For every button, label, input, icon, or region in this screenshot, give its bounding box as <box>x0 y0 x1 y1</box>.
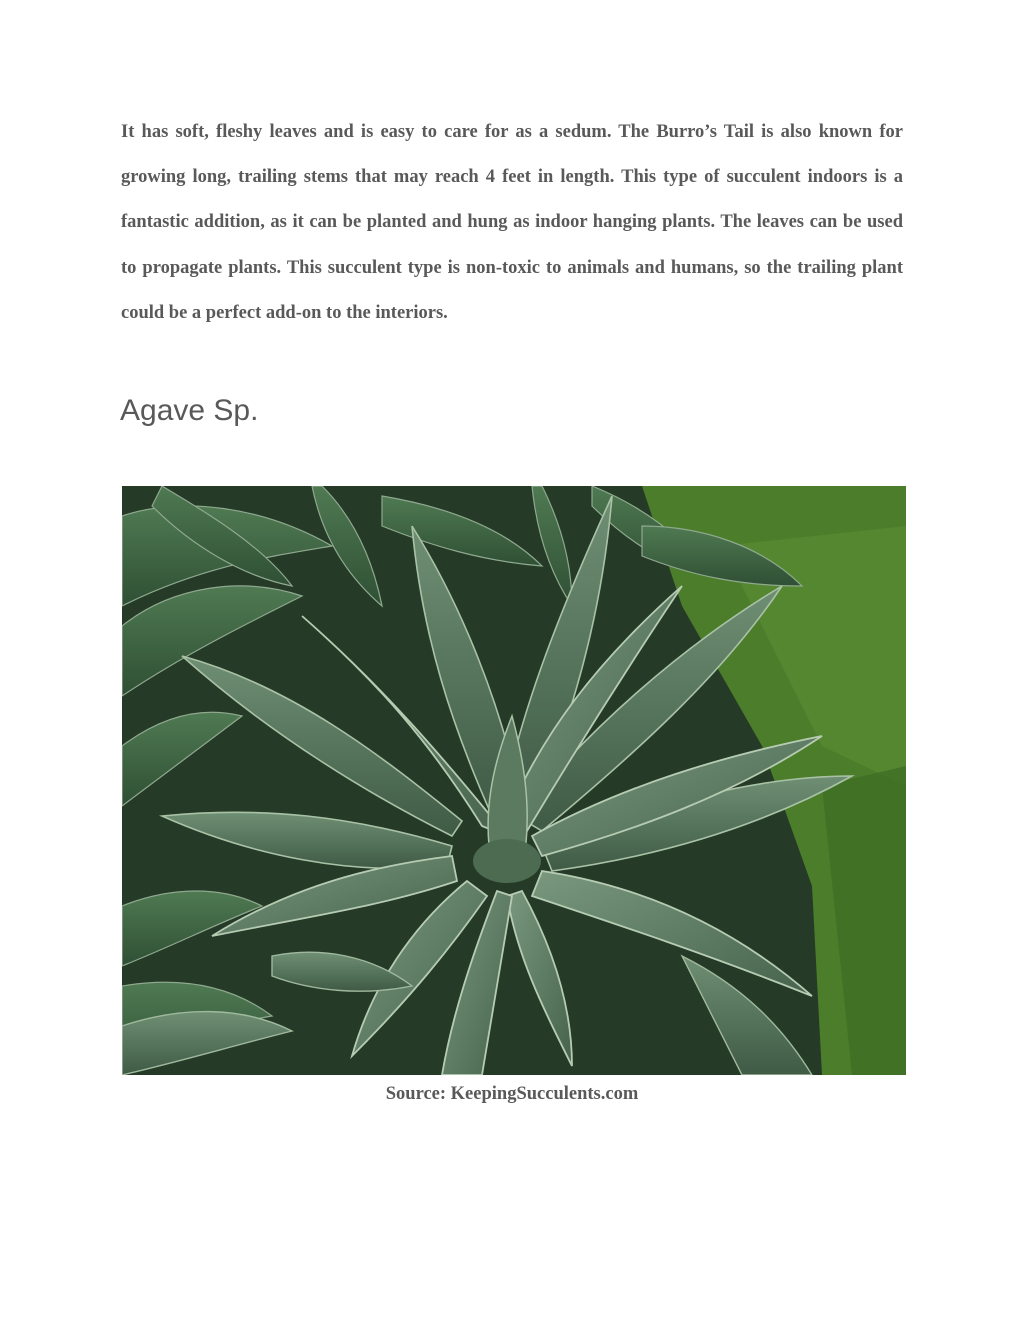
section-heading: Agave Sp. <box>120 394 259 427</box>
agave-plant-photo <box>122 486 906 1075</box>
body-paragraph: It has soft, fleshy leaves and is easy to care for as a sedum. The Burro’s Tail is also known for growing long, trailing stems that may reach 4 feet in length. This type of succulent indoors is a fantastic addition, as it can be planted and hung as indoor hanging plants. The leaves can be used to propagate plants. This succulent type is non-toxic to animals and humans, so the trailing plant could be a perfect add-on to the interiors. <box>121 122 903 323</box>
image-caption: Source: KeepingSucculents.com <box>385 1084 639 1104</box>
